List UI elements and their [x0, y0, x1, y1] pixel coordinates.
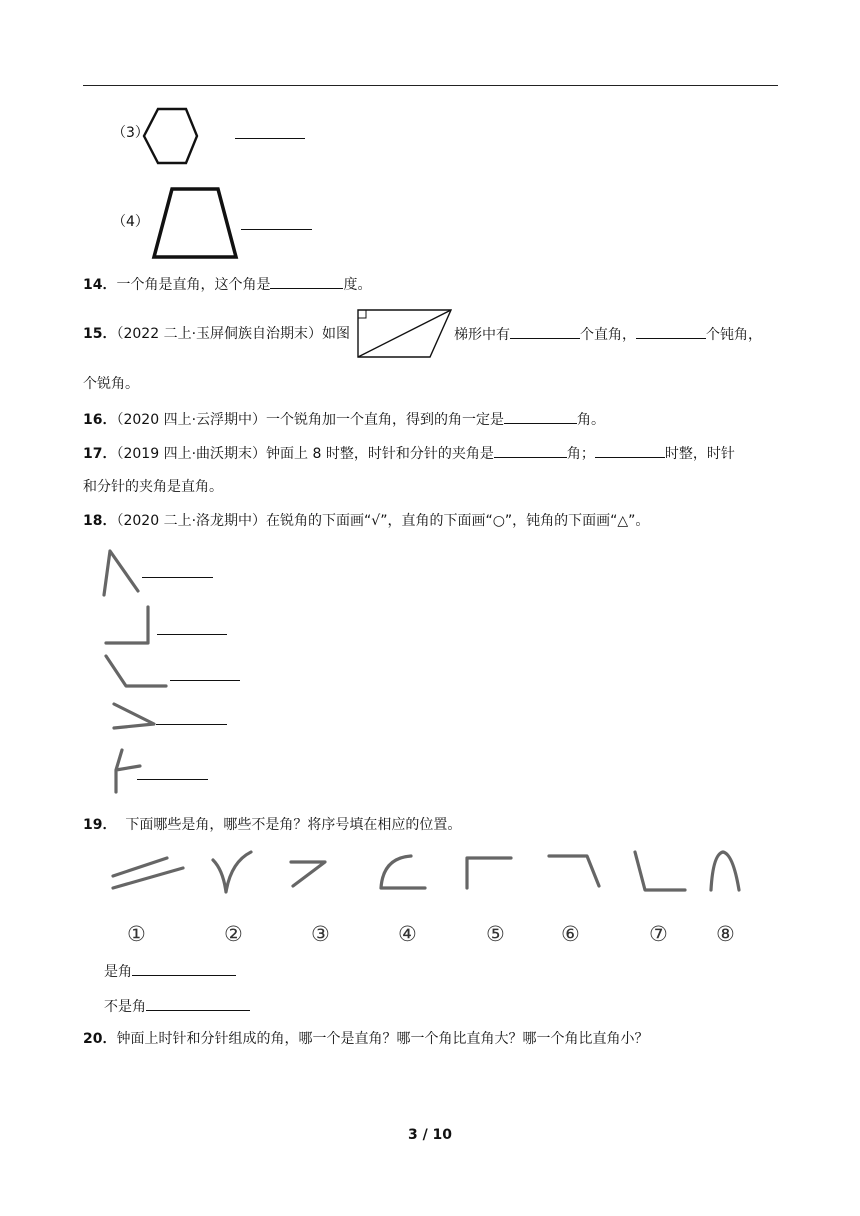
figure-label-7: ⑦: [649, 922, 668, 946]
question-14: [83, 274, 371, 295]
hexagon-figure: [140, 106, 202, 166]
q16-answer-blank[interactable]: [504, 409, 577, 424]
q19-not-angle-row: [104, 996, 250, 1017]
q20-text: 钟面上时针和分针组成的角，哪一个是直角？哪一个角比直角大？哪一个角比直角小？: [116, 1031, 649, 1047]
trapezoid-diagonal-figure: [356, 308, 454, 360]
obtuse-angle-glyph: [100, 652, 175, 692]
figure-3-open-angle: [291, 862, 325, 886]
q18-number: 18．: [83, 513, 117, 529]
q16-text-after: 角。: [577, 412, 606, 428]
q19-is-angle-blank[interactable]: [132, 961, 236, 976]
question-20: [83, 1029, 648, 1049]
q14-text-after: 度。: [343, 277, 372, 293]
q13-item3-label: （3）: [112, 125, 149, 141]
q17-continuation: 和分针的夹角是直角。: [83, 479, 223, 495]
question-18: [83, 511, 649, 531]
acute-angle-glyph: [100, 545, 150, 600]
q15-continuation: 个锐角。: [83, 376, 139, 392]
figure-7-angle: [635, 852, 685, 890]
q19-is-angle-row: [104, 961, 236, 982]
q15-line1-right: [454, 324, 762, 345]
q18-answer-blank-2[interactable]: [157, 634, 227, 635]
q17-angle-blank[interactable]: [494, 443, 567, 458]
q18-source: （2020 二上·洛龙期中）: [116, 513, 267, 529]
figure-2-curved-vee: [213, 852, 251, 892]
q15-number: 15．: [83, 326, 117, 342]
q19-text: 下面哪些是角，哪些不是角？将序号填在相应的位置。: [125, 817, 462, 833]
q18-answer-blank-1[interactable]: [142, 577, 213, 578]
q19-is-angle-label: 是角: [104, 964, 132, 980]
question-16: [83, 409, 605, 430]
q18-text: 在锐角的下面画“√”，直角的下面画“○”，钝角的下面画“△”。: [266, 513, 650, 529]
q17-source: （2019 四上·曲沃期末）: [116, 446, 267, 462]
q16-number: 16．: [83, 412, 117, 428]
q15-obtuse-angles-blank[interactable]: [636, 324, 706, 339]
figure-8-arch: [711, 852, 739, 890]
q16-text: 一个锐角加一个直角，得到的角一定是: [266, 412, 505, 428]
header-rule: [83, 85, 778, 86]
angle-figures-row: [105, 848, 755, 898]
page-number: 3 / 10: [407, 1127, 453, 1143]
q15-source: （2022 二上·玉屏侗族自治期末）: [116, 326, 323, 342]
q15-text-d: 个钝角，: [706, 327, 762, 343]
q17-text-c: 时整，时针: [664, 446, 735, 462]
q17-text-a: 钟面上 8 时整，时针和分针的夹角是: [266, 446, 494, 462]
q17-number: 17．: [83, 446, 117, 462]
q18-answer-blank-5[interactable]: [137, 779, 208, 780]
q20-number: 20．: [83, 1031, 117, 1047]
q13-item4-answer-blank[interactable]: [241, 229, 312, 230]
figure-label-1: ①: [127, 922, 146, 946]
obtuse-angle-glyph-2: [110, 746, 150, 798]
question-19: [83, 815, 461, 835]
q19-number: 19．: [83, 817, 117, 833]
q15-text-c: 个直角，: [580, 327, 636, 343]
q14-number: 14．: [83, 277, 117, 293]
figure-label-6: ⑥: [561, 922, 580, 946]
q19-not-angle-blank[interactable]: [146, 996, 250, 1011]
q15-right-angles-blank[interactable]: [510, 324, 580, 339]
right-angle-glyph: [100, 603, 160, 648]
q13-item3-answer-blank[interactable]: [235, 138, 305, 139]
figure-label-5: ⑤: [486, 922, 505, 946]
q18-answer-blank-4[interactable]: [156, 724, 227, 725]
q18-answer-blank-3[interactable]: [170, 680, 240, 681]
q15-line1-left: [83, 324, 350, 344]
q15-text-b: 梯形中有: [454, 327, 510, 343]
q17-hour-blank[interactable]: [595, 443, 665, 458]
q14-answer-blank[interactable]: [270, 274, 343, 289]
q16-source: （2020 四上·云浮期中）: [116, 412, 267, 428]
q19-not-angle-label: 不是角: [104, 999, 146, 1015]
q13-item4-label: （4）: [112, 214, 149, 230]
figure-4-rounded-corner: [381, 856, 425, 888]
figure-6-bent-line: [549, 856, 599, 886]
trapezoid-figure: [150, 185, 240, 260]
figure-label-4: ④: [398, 922, 417, 946]
q15-text-a: 如图: [322, 326, 351, 342]
figure-1-parallel-lines: [113, 858, 183, 888]
figure-label-3: ③: [311, 922, 330, 946]
acute-angle-glyph-2: [110, 698, 160, 732]
figure-label-2: ②: [224, 922, 243, 946]
q14-text: 一个角是直角，这个角是: [116, 277, 271, 293]
question-17: [83, 443, 735, 464]
q17-text-b: 角；: [566, 446, 595, 462]
figure-5-right-corner: [467, 858, 511, 888]
figure-label-8: ⑧: [716, 922, 735, 946]
